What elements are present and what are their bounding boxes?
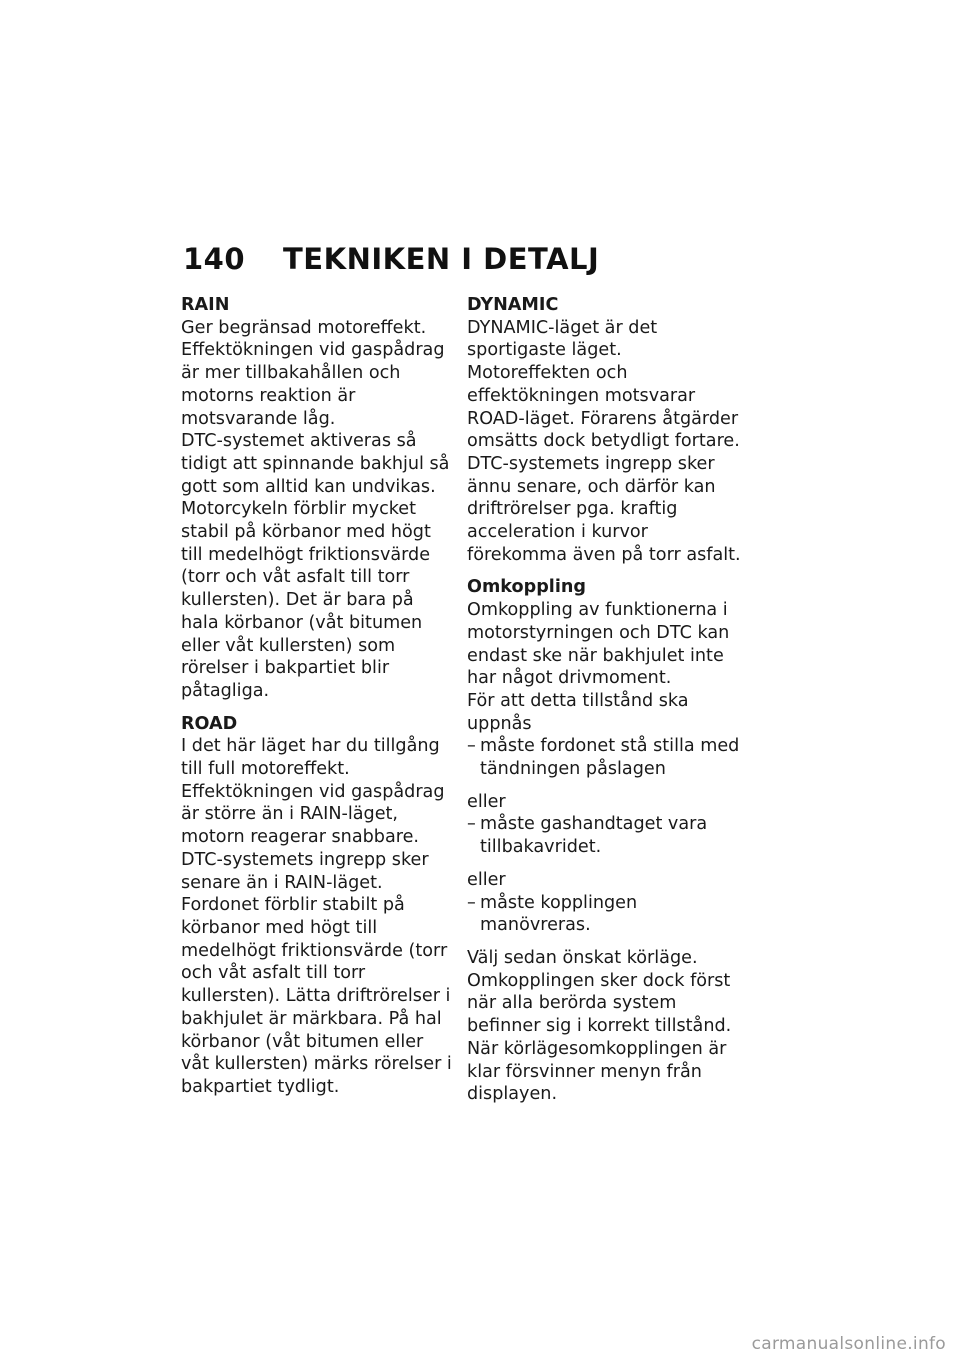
road-paragraph: I det här läget har du tillgång till full motoreffekt. Effektökningen vid gaspådrag är större än i RAIN-läget, motorn reagerar snabbare. xyxy=(181,736,445,848)
or-separator: eller xyxy=(467,791,506,812)
rain-paragraph: Motorcykeln förblir mycket stabil på körbanor med högt till medelhögt friktionsvärde (torr och våt asfalt till torr kullersten). Det är bara på hala körbanor (våt bitumen eller våt kullersten) som rörelser i bakpartiet blir påtagliga. xyxy=(181,499,431,701)
road-section xyxy=(181,713,456,1099)
rain-heading: RAIN xyxy=(181,295,230,315)
dynamic-paragraph: DTC-systemets ingrepp sker ännu senare, och därför kan driftrörelser pga. kraftig acceleration i kurvor förekomma även på torr asfalt. xyxy=(467,453,741,565)
road-heading: ROAD xyxy=(181,713,238,734)
dash-bullet: – xyxy=(467,892,476,913)
closing-paragraph: Välj sedan önskat körläge. Omkopplingen sker dock först när alla berörda system befinner sig i korrekt tillstånd. xyxy=(467,947,732,1037)
road-paragraph: DTC-systemets ingrepp sker senare än i RAIN-läget. Fordonet förblir stabilt på körbanor med högt till medelhögt friktionsvärde (torr och våt asfalt till torr kullersten). Lätta driftrörelser i bakhjulet är märkbara. På hal körbanor (våt bitumen eller våt kullersten) märks rörelser i bakpartiet tydligt. xyxy=(181,849,452,1097)
omkoppling-paragraph: Omkoppling av funktionerna i motorstyrningen och DTC kan endast ske när bakhjulet inte har något drivmoment. xyxy=(467,600,730,689)
omkoppling-section xyxy=(467,576,747,1105)
condition-text: måste kopplingen manövreras. xyxy=(480,892,638,936)
rain-section xyxy=(181,294,456,703)
dynamic-paragraph: DYNAMIC-läget är det sportigaste läget. xyxy=(467,317,658,361)
rain-paragraph: DTC-systemet aktiveras så tidigt att spinnande bakhjul så gott som alltid kan undvikas. xyxy=(181,431,450,497)
rain-paragraph: Ger begränsad motoreffekt. Effektökningen vid gaspådrag är mer tillbakahållen och motorns reaktion är motsvarande låg. xyxy=(181,317,445,429)
left-column xyxy=(181,294,456,1109)
condition-list-item xyxy=(467,892,747,937)
dash-bullet: – xyxy=(467,814,476,835)
dynamic-section xyxy=(467,294,747,566)
omkoppling-paragraph: För att detta tillstånd ska uppnås xyxy=(467,690,689,734)
omkoppling-heading: Omkoppling xyxy=(467,577,586,598)
page-header xyxy=(183,242,763,282)
dash-bullet: – xyxy=(467,736,476,757)
right-column xyxy=(467,294,747,1116)
page-number: 140 xyxy=(183,242,246,276)
dynamic-heading: DYNAMIC xyxy=(467,295,559,315)
section-title: TEKNIKEN I DETALJ xyxy=(283,242,600,276)
condition-text: måste gashandtaget vara tillbakavridet. xyxy=(480,814,708,858)
condition-list-item xyxy=(467,735,747,780)
closing-paragraph: När körlägesomkopplingen är klar försvinner menyn från displayen. xyxy=(467,1038,727,1105)
condition-list-item xyxy=(467,813,747,858)
dynamic-paragraph: Motoreffekten och effektökningen motsvarar ROAD-läget. Förarens åtgärder omsätts dock betydligt fortare. xyxy=(467,363,740,452)
or-separator: eller xyxy=(467,869,506,890)
site-watermark: carmanualsonline.info xyxy=(751,1334,946,1354)
condition-text: måste fordonet stå stilla med tändningen påslagen xyxy=(480,736,740,780)
